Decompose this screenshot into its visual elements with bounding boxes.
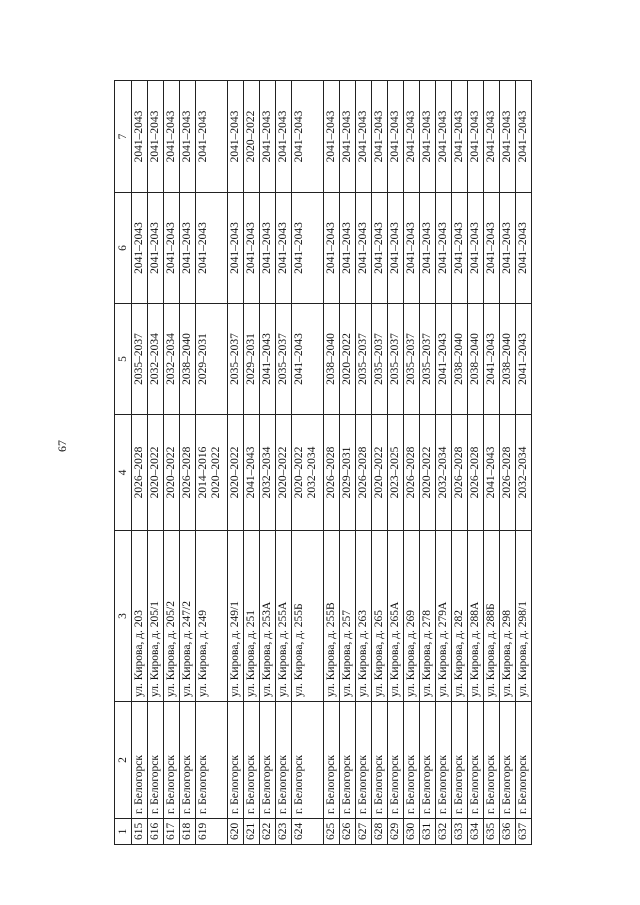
period-7-cell: 2041–2043: [420, 81, 436, 193]
period-7-cell: 2020–2022: [244, 81, 260, 193]
period-4-line: 2041–2043: [245, 446, 257, 499]
period-5-cell: 2032–2034: [148, 304, 164, 415]
table-row: [132, 81, 148, 845]
row-number: 625: [324, 819, 340, 845]
address-cell: ул. Кирова, д. 255В: [324, 531, 340, 702]
table-row: [404, 81, 420, 845]
settlement-cell: г. Белогорск: [164, 702, 180, 819]
period-4-cell: [164, 415, 180, 531]
address-cell: ул. Кирова, д. 278: [420, 531, 436, 702]
settlement-cell: г. Белогорск: [180, 702, 196, 819]
address-cell: ул. Кирова, д. 279А: [436, 531, 452, 702]
table-row: [228, 81, 244, 845]
period-6-cell: 2041–2043: [420, 193, 436, 304]
table-row: [244, 81, 260, 845]
period-4-line: 2020–2022: [373, 446, 385, 499]
row-number: 616: [148, 819, 164, 845]
address-cell: ул. Кирова, д. 298/1: [516, 531, 532, 702]
period-6-cell: 2041–2043: [500, 193, 516, 304]
period-4-cell: [516, 415, 532, 531]
period-6-cell: 2041–2043: [244, 193, 260, 304]
period-4-line: 2026–2028: [501, 446, 513, 499]
settlement-cell: г. Белогорск: [484, 702, 500, 819]
period-4-line: 2014–2016: [197, 446, 209, 499]
page-number: 67: [55, 440, 69, 452]
period-6-cell: 2041–2043: [148, 193, 164, 304]
column-header-1: 1: [115, 819, 132, 845]
period-4-cell: [132, 415, 148, 531]
table-row: [452, 81, 468, 845]
schedule-table: [114, 80, 532, 845]
period-5-cell: 2041–2043: [516, 304, 532, 415]
period-4-line: 2020–2022: [293, 446, 305, 499]
column-header-3: 3: [115, 531, 132, 702]
period-6-cell: 2041–2043: [452, 193, 468, 304]
period-6-cell: 2041–2043: [340, 193, 356, 304]
period-4-cell: [276, 415, 292, 531]
address-cell: ул. Кирова, д. 265А: [388, 531, 404, 702]
table-row: [180, 81, 196, 845]
period-7-cell: 2041–2043: [340, 81, 356, 193]
period-4-line: 2023–2025: [389, 446, 401, 499]
period-6-cell: 2041–2043: [404, 193, 420, 304]
period-4-line: 2020–2022: [165, 446, 177, 499]
period-4-line: 2032–2034: [517, 446, 529, 499]
settlement-cell: г. Белогорск: [500, 702, 516, 819]
period-7-cell: 2041–2043: [276, 81, 292, 193]
period-6-cell: 2041–2043: [180, 193, 196, 304]
period-4-cell: [340, 415, 356, 531]
period-6-cell: 2041–2043: [228, 193, 244, 304]
period-4-line: 2032–2034: [306, 446, 318, 499]
settlement-cell: г. Белогорск: [292, 702, 324, 819]
row-number: 627: [356, 819, 372, 845]
period-6-cell: 2041–2043: [484, 193, 500, 304]
row-number: 622: [260, 819, 276, 845]
period-6-cell: 2041–2043: [388, 193, 404, 304]
address-cell: ул. Кирова, д. 282: [452, 531, 468, 702]
period-4-line: 2020–2022: [210, 446, 222, 499]
period-6-cell: 2041–2043: [164, 193, 180, 304]
period-7-cell: 2041–2043: [132, 81, 148, 193]
address-cell: ул. Кирова, д. 249/1: [228, 531, 244, 702]
settlement-cell: г. Белогорск: [132, 702, 148, 819]
row-number: 636: [500, 819, 516, 845]
period-7-cell: 2041–2043: [228, 81, 244, 193]
period-4-cell: [452, 415, 468, 531]
address-cell: ул. Кирова, д. 288Б: [484, 531, 500, 702]
period-5-cell: 2038–2040: [324, 304, 340, 415]
settlement-cell: г. Белогорск: [516, 702, 532, 819]
table-row: [324, 81, 340, 845]
period-4-line: 2020–2022: [277, 446, 289, 499]
settlement-cell: г. Белогорск: [340, 702, 356, 819]
row-number: 629: [388, 819, 404, 845]
period-5-cell: 2035–2037: [420, 304, 436, 415]
address-cell: ул. Кирова, д. 257: [340, 531, 356, 702]
period-7-cell: 2041–2043: [452, 81, 468, 193]
period-5-cell: 2041–2043: [484, 304, 500, 415]
row-number: 628: [372, 819, 388, 845]
period-5-cell: 2029–2031: [196, 304, 228, 415]
settlement-cell: г. Белогорск: [356, 702, 372, 819]
header-row: [115, 81, 132, 845]
period-4-cell: [468, 415, 484, 531]
period-4-cell: [244, 415, 260, 531]
settlement-cell: г. Белогорск: [404, 702, 420, 819]
period-4-line: 2032–2034: [261, 446, 273, 499]
period-5-cell: 2035–2037: [228, 304, 244, 415]
period-6-cell: 2041–2043: [292, 193, 324, 304]
table-row: [164, 81, 180, 845]
table-body: [132, 81, 532, 845]
period-4-cell: [372, 415, 388, 531]
row-number: 623: [276, 819, 292, 845]
period-7-cell: 2041–2043: [260, 81, 276, 193]
row-number: 635: [484, 819, 500, 845]
settlement-cell: г. Белогорск: [420, 702, 436, 819]
table-row: [356, 81, 372, 845]
period-4-cell: [388, 415, 404, 531]
row-number: 624: [292, 819, 324, 845]
period-7-cell: 2041–2043: [372, 81, 388, 193]
period-5-cell: 2035–2037: [276, 304, 292, 415]
period-7-cell: 2041–2043: [196, 81, 228, 193]
address-cell: ул. Кирова, д. 255А: [276, 531, 292, 702]
period-7-cell: 2041–2043: [164, 81, 180, 193]
row-number: 617: [164, 819, 180, 845]
address-cell: ул. Кирова, д. 247/2: [180, 531, 196, 702]
settlement-cell: г. Белогорск: [260, 702, 276, 819]
address-cell: ул. Кирова, д. 251: [244, 531, 260, 702]
period-6-cell: 2041–2043: [276, 193, 292, 304]
period-4-cell: [228, 415, 244, 531]
column-header-4: 4: [115, 415, 132, 531]
column-header-6: 6: [115, 193, 132, 304]
address-cell: ул. Кирова, д. 205/1: [148, 531, 164, 702]
period-4-line: 2020–2022: [229, 446, 241, 499]
table-row: [196, 81, 228, 845]
period-7-cell: 2041–2043: [404, 81, 420, 193]
period-7-cell: 2041–2043: [324, 81, 340, 193]
row-number: 618: [180, 819, 196, 845]
period-4-cell: [180, 415, 196, 531]
address-cell: ул. Кирова, д. 203: [132, 531, 148, 702]
address-cell: ул. Кирова, д. 249: [196, 531, 228, 702]
column-header-2: 2: [115, 702, 132, 819]
column-header-7: 7: [115, 81, 132, 193]
period-6-cell: 2041–2043: [356, 193, 372, 304]
address-cell: ул. Кирова, д. 253А: [260, 531, 276, 702]
period-4-line: 2029–2031: [341, 446, 353, 499]
period-7-cell: 2041–2043: [468, 81, 484, 193]
address-cell: ул. Кирова, д. 269: [404, 531, 420, 702]
table-row: [388, 81, 404, 845]
period-5-cell: 2038–2040: [452, 304, 468, 415]
period-6-cell: 2041–2043: [324, 193, 340, 304]
period-6-cell: 2041–2043: [132, 193, 148, 304]
period-4-line: 2026–2028: [357, 446, 369, 499]
table-row: [484, 81, 500, 845]
settlement-cell: г. Белогорск: [436, 702, 452, 819]
period-5-cell: 2038–2040: [468, 304, 484, 415]
period-4-cell: [500, 415, 516, 531]
period-7-cell: 2041–2043: [180, 81, 196, 193]
period-7-cell: 2041–2043: [356, 81, 372, 193]
settlement-cell: г. Белогорск: [324, 702, 340, 819]
period-4-cell: [356, 415, 372, 531]
period-4-cell: [420, 415, 436, 531]
period-5-cell: 2041–2043: [436, 304, 452, 415]
period-4-cell: [484, 415, 500, 531]
table-row: [260, 81, 276, 845]
row-number: 630: [404, 819, 420, 845]
period-5-cell: 2041–2043: [292, 304, 324, 415]
period-6-cell: 2041–2043: [260, 193, 276, 304]
period-6-cell: 2041–2043: [372, 193, 388, 304]
period-4-line: 2032–2034: [437, 446, 449, 499]
settlement-cell: г. Белогорск: [468, 702, 484, 819]
table-row: [436, 81, 452, 845]
period-4-cell: [324, 415, 340, 531]
row-number: 637: [516, 819, 532, 845]
settlement-cell: г. Белогорск: [228, 702, 244, 819]
address-cell: ул. Кирова, д. 265: [372, 531, 388, 702]
period-7-cell: 2041–2043: [500, 81, 516, 193]
period-4-cell: [196, 415, 228, 531]
period-4-line: 2026–2028: [325, 446, 337, 499]
settlement-cell: г. Белогорск: [388, 702, 404, 819]
period-6-cell: 2041–2043: [468, 193, 484, 304]
table-row: [292, 81, 324, 845]
period-4-line: 2026–2028: [181, 446, 193, 499]
row-number: 634: [468, 819, 484, 845]
table-row: [468, 81, 484, 845]
row-number: 631: [420, 819, 436, 845]
period-6-cell: 2041–2043: [516, 193, 532, 304]
period-7-cell: 2041–2043: [292, 81, 324, 193]
period-5-cell: 2041–2043: [260, 304, 276, 415]
period-4-line: 2026–2028: [133, 446, 145, 499]
period-5-cell: 2032–2034: [164, 304, 180, 415]
period-4-cell: [292, 415, 324, 531]
period-7-cell: 2041–2043: [484, 81, 500, 193]
period-4-line: 2026–2028: [469, 446, 481, 499]
period-6-cell: 2041–2043: [436, 193, 452, 304]
table-row: [276, 81, 292, 845]
period-5-cell: 2035–2037: [372, 304, 388, 415]
period-6-cell: 2041–2043: [196, 193, 228, 304]
period-5-cell: 2035–2037: [356, 304, 372, 415]
settlement-cell: г. Белогорск: [372, 702, 388, 819]
period-4-cell: [436, 415, 452, 531]
address-cell: ул. Кирова, д. 263: [356, 531, 372, 702]
period-4-cell: [148, 415, 164, 531]
period-7-cell: 2041–2043: [388, 81, 404, 193]
address-cell: ул. Кирова, д. 255Б: [292, 531, 324, 702]
period-4-cell: [404, 415, 420, 531]
address-cell: ул. Кирова, д. 288А: [468, 531, 484, 702]
table-row: [500, 81, 516, 845]
table-row: [516, 81, 532, 845]
row-number: 632: [436, 819, 452, 845]
settlement-cell: г. Белогорск: [148, 702, 164, 819]
settlement-cell: г. Белогорск: [244, 702, 260, 819]
settlement-cell: г. Белогорск: [276, 702, 292, 819]
period-4-line: 2026–2028: [453, 446, 465, 499]
period-5-cell: 2038–2040: [180, 304, 196, 415]
row-number: 626: [340, 819, 356, 845]
row-number: 615: [132, 819, 148, 845]
period-4-cell: [260, 415, 276, 531]
table-row: [420, 81, 436, 845]
period-4-line: 2041–2043: [485, 446, 497, 499]
table-row: [372, 81, 388, 845]
table-row: [148, 81, 164, 845]
period-7-cell: 2041–2043: [148, 81, 164, 193]
period-7-cell: 2041–2043: [436, 81, 452, 193]
period-7-cell: 2041–2043: [516, 81, 532, 193]
period-5-cell: 2035–2037: [404, 304, 420, 415]
period-5-cell: 2020–2022: [340, 304, 356, 415]
period-4-line: 2020–2022: [421, 446, 433, 499]
row-number: 621: [244, 819, 260, 845]
row-number: 633: [452, 819, 468, 845]
table-row: [340, 81, 356, 845]
row-number: 620: [228, 819, 244, 845]
period-4-line: 2020–2022: [149, 446, 161, 499]
period-4-line: 2026–2028: [405, 446, 417, 499]
row-number: 619: [196, 819, 228, 845]
period-5-cell: 2035–2037: [388, 304, 404, 415]
address-cell: ул. Кирова, д. 298: [500, 531, 516, 702]
period-5-cell: 2035–2037: [132, 304, 148, 415]
period-5-cell: 2029–2031: [244, 304, 260, 415]
settlement-cell: г. Белогорск: [196, 702, 228, 819]
address-cell: ул. Кирова, д. 205/2: [164, 531, 180, 702]
rotated-table-wrapper: [114, 81, 603, 845]
column-header-5: 5: [115, 304, 132, 415]
settlement-cell: г. Белогорск: [452, 702, 468, 819]
period-5-cell: 2038–2040: [500, 304, 516, 415]
